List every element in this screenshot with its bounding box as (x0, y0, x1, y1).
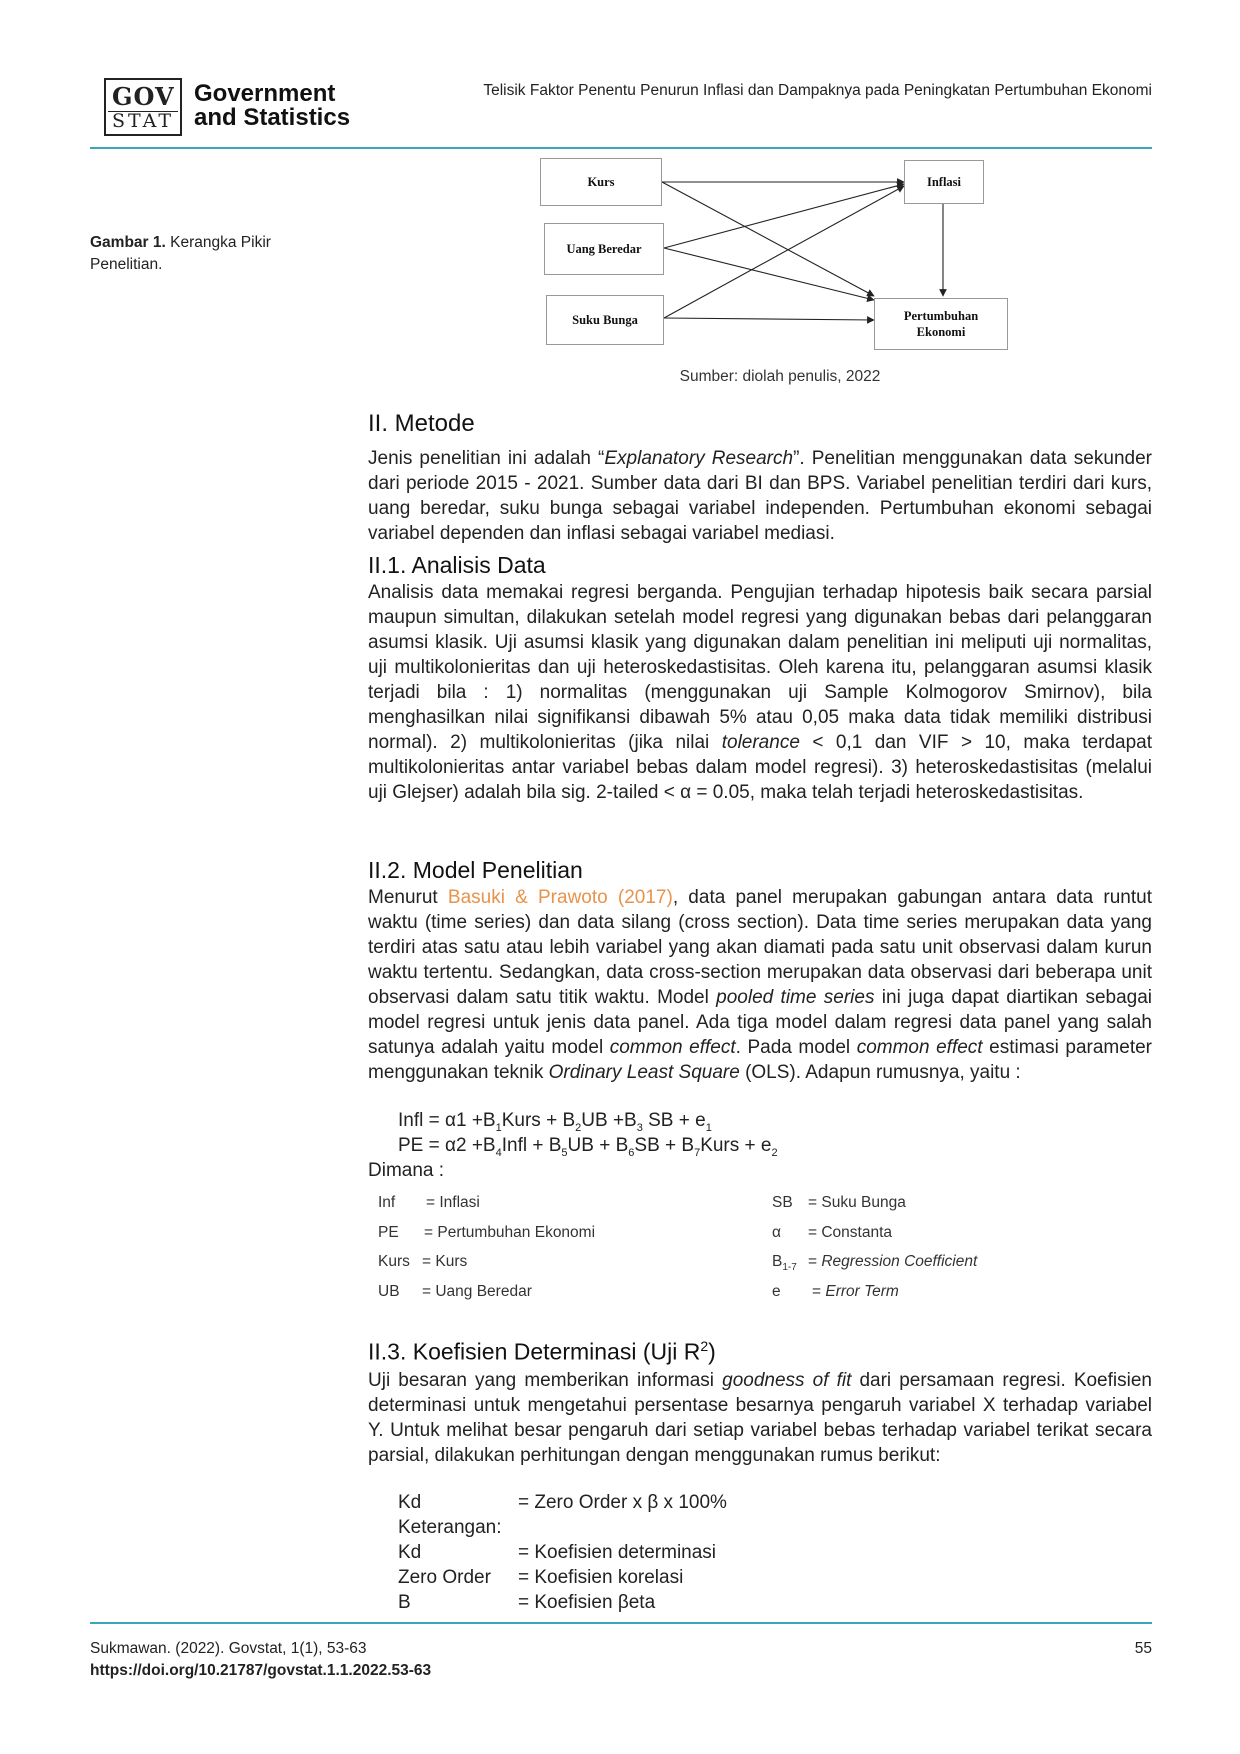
text-span: estimasi parameter menggunakan teknik (368, 1037, 1152, 1083)
figure-caption-label: Gambar 1. (90, 234, 166, 251)
text-span: Menurut (368, 887, 448, 908)
title-part: ) (708, 1338, 716, 1365)
keterangan-label: Keterangan: (398, 1517, 502, 1538)
title-part: II.3. Koefisien Determinasi (Uji R (368, 1338, 701, 1365)
item-value: = Koefisien determinasi (518, 1542, 717, 1563)
eq-part: SB + e (642, 1110, 706, 1131)
eq-part: Kurs + e (700, 1135, 772, 1156)
def-key: Inf (378, 1194, 396, 1211)
figure-caption (90, 232, 310, 276)
arrow-sb-pertumbuhan (664, 318, 874, 320)
eq-part: Infl + B (501, 1135, 562, 1156)
def-key: B (772, 1253, 783, 1270)
def-value: = Suku Bunga (808, 1194, 906, 1211)
eq-part: PE = α2 +B (398, 1135, 496, 1156)
section-title-model-penelitian: II.2. Model Penelitian (368, 857, 583, 883)
def-value: = Constanta (808, 1224, 893, 1241)
equation-2 (398, 1135, 778, 1159)
section-title-koefisien-determinasi (368, 1338, 716, 1366)
text-italic: common effect (609, 1037, 736, 1058)
text-italic: common effect (856, 1037, 983, 1058)
brand-line-1: Government (194, 80, 336, 107)
def-value: = Uang Beredar (422, 1283, 532, 1300)
arrow-ub-inflasi (664, 184, 904, 248)
arrow-kurs-pertumbuhan (662, 182, 874, 296)
footer-rule (90, 1622, 1152, 1624)
eq-sub: 2 (771, 1146, 778, 1159)
section-title-analisis-data: II.1. Analisis Data (368, 552, 546, 578)
paragraph-metode (368, 446, 1152, 546)
def-value (808, 1253, 977, 1271)
eq-sub: 5 (561, 1146, 568, 1159)
node-inflasi: Inflasi (904, 160, 984, 204)
text-italic: Ordinary Least Square (548, 1062, 740, 1083)
eq-part: UB + B (567, 1135, 629, 1156)
def-key: UB (378, 1283, 400, 1300)
eq-sub: 1 (495, 1121, 502, 1134)
eq-sub: 2 (575, 1121, 582, 1134)
item-value: = Koefisien korelasi (518, 1567, 684, 1588)
arrow-ub-pertumbuhan (664, 248, 874, 300)
logo-text-bottom: STAT (112, 110, 175, 132)
eq-sub: 1 (705, 1121, 712, 1134)
govstat-logo (104, 78, 182, 136)
def-italic: Error Term (825, 1283, 899, 1300)
text-span: Jenis penelitian ini adalah “ (368, 448, 605, 469)
eq-sub: 7 (694, 1146, 701, 1159)
def-key: SB (772, 1194, 793, 1211)
citation-link[interactable]: Basuki & Prawoto (2017) (447, 887, 673, 908)
def-value (812, 1283, 899, 1301)
text-italic: Explanatory Research (604, 448, 794, 469)
text-span: , data panel merupakan gabungan antara data runtut waktu (time series) dan data silang (cross section). Data time series merupakan data yang terdiri atas satu atau lebih variabel yang akan diamati pada satu unit observasi dalam kurun waktu tertentu. Sedangkan, data cross-section merupakan data observasi dari beberapa unit observasi dalam satu titik waktu. Model (368, 887, 1152, 1008)
item-key: Zero Order (398, 1567, 491, 1588)
text-span: ini juga dapat diartikan sebagai model regresi untuk jenis data panel. Ada tiga model dalam regresi data panel yang salah satunya adalah yaitu model (368, 987, 1152, 1058)
item-key: Kd (398, 1542, 422, 1563)
def-eq: = (812, 1283, 826, 1300)
text-italic: tolerance (721, 732, 800, 753)
def-value: = Kurs (422, 1253, 468, 1270)
section-title-metode: II. Metode (368, 410, 475, 437)
dimana-label: Dimana : (368, 1160, 445, 1181)
def-value: = Inflasi (426, 1194, 480, 1211)
def-key-sub: 1-7 (782, 1262, 797, 1274)
text-italic: pooled time series (716, 987, 875, 1008)
logo-text-top: GOV (112, 82, 175, 111)
node-kurs: Kurs (540, 158, 662, 206)
eq-part: SB + B (634, 1135, 695, 1156)
def-key: Kurs (378, 1253, 410, 1270)
title-sup: 2 (700, 1338, 709, 1354)
def-value: = Pertumbuhan Ekonomi (424, 1224, 596, 1241)
page-number: 55 (1134, 1640, 1152, 1657)
formula-kd-key: Kd (398, 1492, 422, 1513)
text-span: dari persamaan regresi. Koefisien determinasi untuk mengetahui persentase besarnya pengaruh variabel X terhadap variabel Y. Untuk melihat besar pengaruh dari setiap variabel bebas terhadap variabel terikat secara parsial, dilakukan perhitungan dengan menggunakan rumus berikut: (368, 1370, 1152, 1466)
text-span: Analisis data memakai regresi berganda. Pengujian terhadap hipotesis baik secara parsial maupun simultan, dilakukan setelah model regresi yang digunakan bebas dari pelanggaran asumsi klasik. Uji asumsi klasik yang digunakan dalam penelitian ini meliputi uji normalitas, uji multikolonieritas dan uji heteroskedastisitas. Oleh karena itu, pelanggaran asumsi klasik terjadi bila : 1) normalitas (menggunakan uji Sample Kolmogorov Smirnov), bila menghasilkan nilai signifikansi dibawah 5% atau 0,05 maka data tidak memiliki distribusi normal). 2) multikolonieritas (jika nilai (368, 582, 1152, 753)
variable-definitions (378, 1194, 1158, 1314)
text-italic: goodness of fit (722, 1370, 852, 1391)
def-key-b (772, 1253, 797, 1273)
eq-sub: 6 (628, 1146, 635, 1159)
framework-diagram (540, 158, 1020, 354)
def-eq: = (808, 1253, 822, 1270)
text-span: . Pada model (735, 1037, 857, 1058)
brand-line-2: and Statistics (194, 104, 351, 131)
paragraph-analisis-data (368, 580, 1152, 805)
eq-sub: 4 (495, 1146, 502, 1159)
eq-sub: 3 (636, 1121, 643, 1134)
def-key: α (772, 1224, 781, 1241)
eq-part: Kurs + B (501, 1110, 576, 1131)
journal-brand (194, 82, 350, 130)
paragraph-model-penelitian (368, 885, 1152, 1085)
def-italic: Regression Coefficient (821, 1253, 978, 1270)
equation-1 (398, 1110, 712, 1134)
footer-citation: Sukmawan. (2022). Govstat, 1(1), 53-63 (90, 1640, 367, 1657)
node-uang-beredar: Uang Beredar (544, 223, 664, 275)
text-span: < 0,1 dan VIF > 10, maka terdapat multikolonieritas antar variabel bebas dalam model regresi). 3) heteroskedastisitas (melalui uji Glejser) adalah bila sig. 2-tailed < α = 0.05, maka telah terjadi heteroskedastisitas. (368, 732, 1152, 803)
text-span: ”. Penelitian menggunakan data sekunder dari periode 2015 - 2021. Sumber data dari BI dan BPS. Variabel penelitian terdiri dari kurs, uang beredar, suku bunga sebagai variabel independen. Pertumbuhan ekonomi sebagai variabel dependen dan inflasi sebagai variabel mediasi. (368, 448, 1152, 544)
formula-kd-value: = Zero Order x β x 100% (518, 1492, 727, 1513)
node-suku-bunga: Suku Bunga (546, 295, 664, 345)
def-key: e (772, 1283, 781, 1300)
footer-doi-link[interactable]: https://doi.org/10.21787/govstat.1.1.2022.53-63 (90, 1662, 432, 1679)
text-span: (OLS). Adapun rumusnya, yaitu : (739, 1062, 1021, 1083)
item-key: B (398, 1592, 411, 1613)
running-title: Telisik Faktor Penentu Penurun Inflasi dan Dampaknya pada Peningkatan Pertumbuhan Ekonomi (483, 82, 1152, 99)
item-value: = Koefisien βeta (518, 1592, 656, 1613)
figure-caption-text: Kerangka Pikir Penelitian. (90, 234, 271, 273)
figure-source: Sumber: diolah penulis, 2022 (679, 368, 881, 385)
paragraph-koefisien-determinasi (368, 1368, 1152, 1468)
header-rule (90, 147, 1152, 149)
node-pertumbuhan-ekonomi: Pertumbuhan Ekonomi (874, 298, 1008, 350)
eq-part: UB +B (581, 1110, 637, 1131)
eq-part: Infl = α1 +B (398, 1110, 496, 1131)
text-span: Uji besaran yang memberikan informasi (368, 1370, 723, 1391)
def-key: PE (378, 1224, 399, 1241)
